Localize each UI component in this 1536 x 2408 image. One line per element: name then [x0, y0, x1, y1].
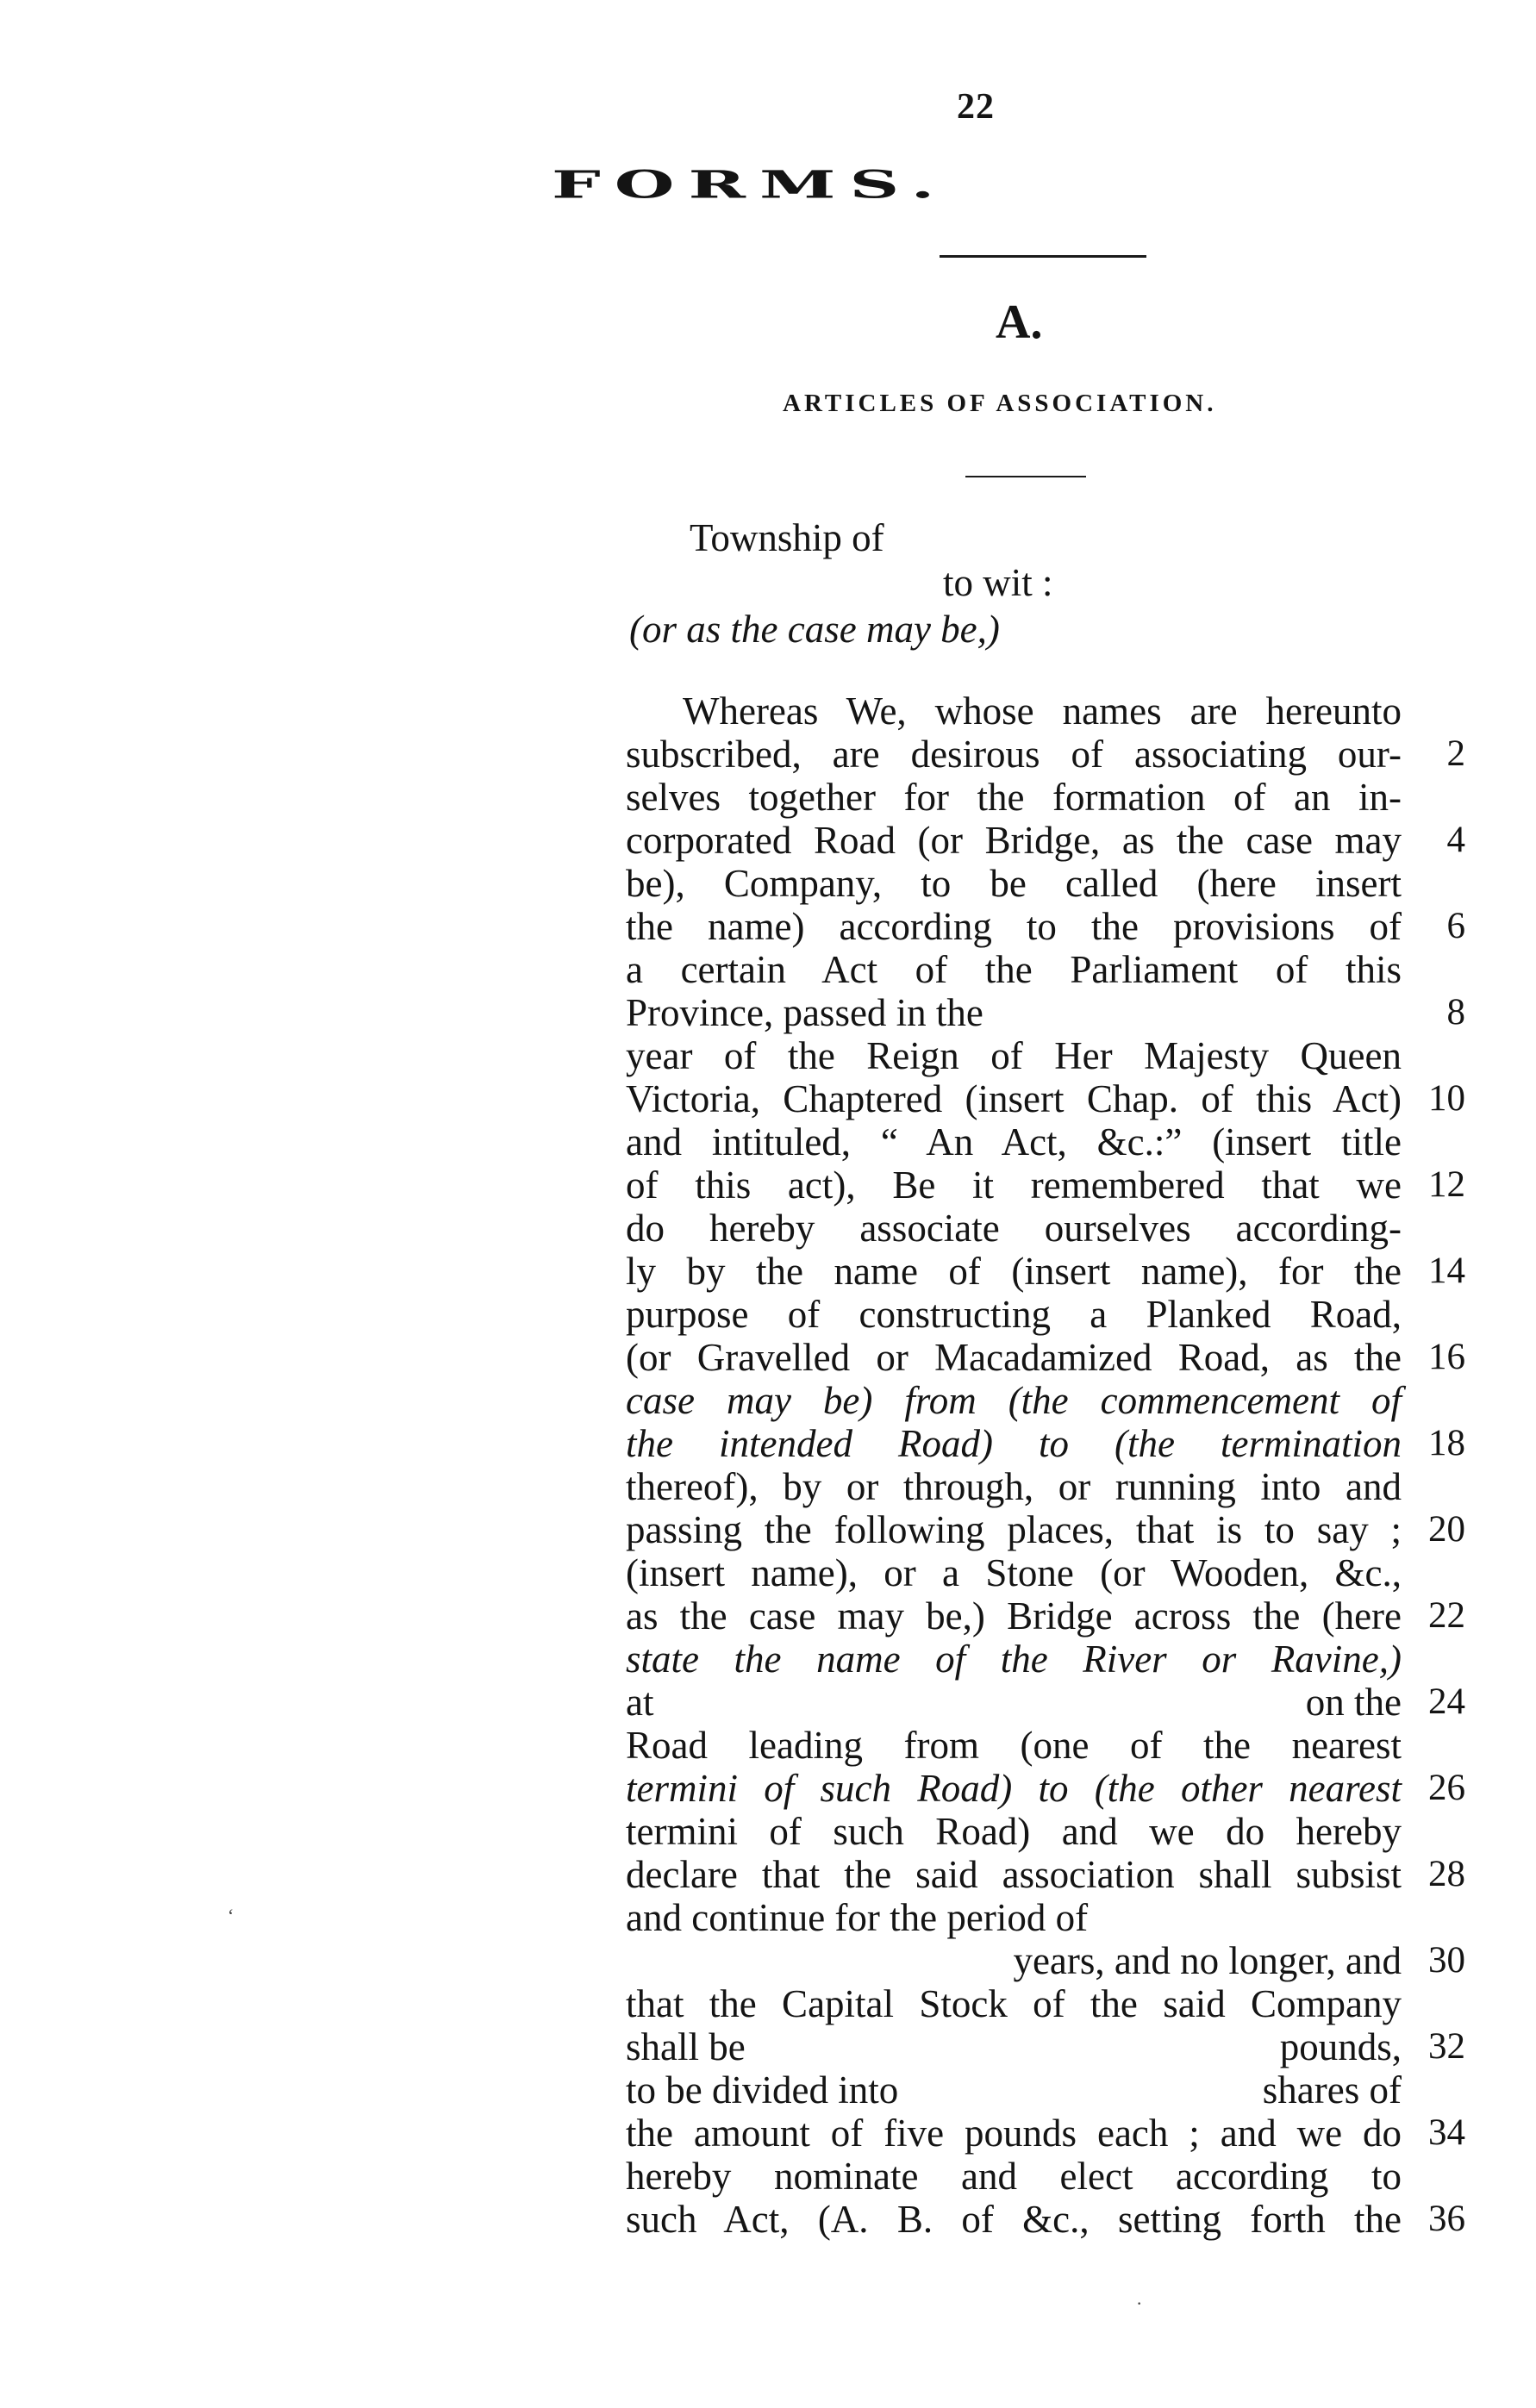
body-line: termini of such Road) to (the other nearest: [626, 1767, 1402, 1810]
margin-speck: ‘: [228, 1905, 234, 1926]
body-line-start: at: [626, 1681, 654, 1724]
body-line-start: to be divided into: [626, 2068, 899, 2112]
body-line: a certain Act of the Parliament of this: [626, 948, 1402, 991]
body-line: Road leading from (one of the nearest: [626, 1724, 1402, 1767]
or-as-case-line: (or as the case may be,): [629, 608, 1000, 651]
line-number: 10: [1428, 1078, 1465, 1119]
body-line: termini of such Road) and we do hereby: [626, 1810, 1402, 1853]
body-line-split: [626, 1681, 1402, 1724]
footer-speck: ·: [1136, 2293, 1143, 2314]
title-rule: [965, 476, 1086, 477]
body-line: of this act), Be it remembered that we: [626, 1163, 1402, 1207]
township-line: Township of: [690, 516, 884, 559]
body-line: hereby nominate and elect according to: [626, 2155, 1402, 2198]
body-line: (insert name), or a Stone (or Wooden, &c.,: [626, 1551, 1402, 1594]
body-line: the intended Road) to (the termination: [626, 1422, 1402, 1465]
body-line: such Act, (A. B. of &c., setting forth the: [626, 2198, 1402, 2241]
line-number: 28: [1428, 1854, 1465, 1894]
line-number: 36: [1428, 2199, 1465, 2239]
body-line: thereof), by or through, or running into and: [626, 1465, 1402, 1508]
line-number: 2: [1446, 733, 1465, 774]
line-number: 32: [1428, 2026, 1465, 2067]
body-line: be), Company, to be called (here insert: [626, 862, 1402, 905]
body-line: ly by the name of (insert name), for the: [626, 1250, 1402, 1293]
line-number: 26: [1428, 1768, 1465, 1808]
body-line: corporated Road (or Bridge, as the case may: [626, 819, 1402, 862]
line-number: 6: [1446, 906, 1465, 946]
section-heading: FORMS.: [552, 162, 949, 207]
line-number: 22: [1428, 1595, 1465, 1636]
body-line: do hereby associate ourselves according-: [626, 1207, 1402, 1250]
body-line: case may be) from (the commencement of: [626, 1379, 1402, 1422]
line-number: 20: [1428, 1509, 1465, 1550]
body-line: Whereas We, whose names are hereunto: [683, 689, 1402, 733]
line-number: 4: [1446, 820, 1465, 860]
body-line: state the name of the River or Ravine,): [626, 1638, 1402, 1681]
body-line-end: on the: [1305, 1681, 1402, 1724]
page-number: 22: [957, 87, 995, 127]
body-line: selves together for the formation of an in-: [626, 776, 1402, 819]
body-line: years, and no longer, and: [1013, 1939, 1402, 1982]
body-line: that the Capital Stock of the said Company: [626, 1982, 1402, 2025]
form-title: ARTICLES OF ASSOCIATION.: [783, 390, 1217, 417]
line-number: 16: [1428, 1337, 1465, 1377]
line-number: 30: [1428, 1940, 1465, 1981]
form-letter: A.: [996, 296, 1043, 349]
line-number: 24: [1428, 1681, 1465, 1722]
body-line-end: pounds,: [1279, 2025, 1402, 2068]
body-line: the name) according to the provisions of: [626, 905, 1402, 948]
body-line: declare that the said association shall subsist: [626, 1853, 1402, 1896]
body-line: Victoria, Chaptered (insert Chap. of this Act): [626, 1077, 1402, 1120]
body-line: and intituled, “ An Act, &c.:” (insert title: [626, 1120, 1402, 1163]
line-number: 12: [1428, 1164, 1465, 1205]
body-line: (or Gravelled or Macadamized Road, as the: [626, 1336, 1402, 1379]
body-line-start: shall be: [626, 2025, 746, 2068]
body-line: as the case may be,) Bridge across the (here: [626, 1594, 1402, 1638]
body-line: year of the Reign of Her Majesty Queen: [626, 1034, 1402, 1077]
body-line-end: shares of: [1262, 2068, 1402, 2112]
line-number: 34: [1428, 2112, 1465, 2153]
to-wit-line: to wit :: [943, 561, 1053, 604]
body-line: purpose of constructing a Planked Road,: [626, 1293, 1402, 1336]
body-line: passing the following places, that is to say ;: [626, 1508, 1402, 1551]
heading-rule: [940, 255, 1146, 258]
body-line: subscribed, are desirous of associating our-: [626, 733, 1402, 776]
line-number: 8: [1446, 992, 1465, 1032]
body-line-split: [626, 2025, 1402, 2068]
body-line: and continue for the period of: [626, 1896, 1089, 1939]
line-number: 18: [1428, 1423, 1465, 1463]
body-line: the amount of five pounds each ; and we do: [626, 2112, 1402, 2155]
body-line: Province, passed in the: [626, 991, 983, 1034]
line-number: 14: [1428, 1251, 1465, 1291]
body-line-split: [626, 2068, 1402, 2112]
